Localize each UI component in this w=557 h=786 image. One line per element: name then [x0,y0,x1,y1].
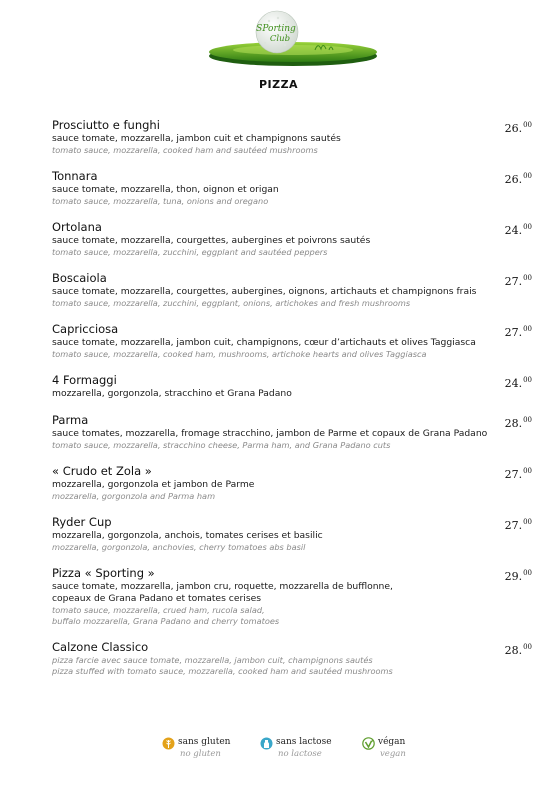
price-main: 27. [504,468,523,481]
menu-item [52,118,532,156]
pizza-name: « Crudo et Zola » [52,464,152,478]
description-en: buffalo mozzarella, Grana Padano and cherry tomatoes [52,616,280,626]
legend-label-en: vegan [380,749,406,759]
legend-label-fr: sans lactose [276,737,332,747]
description-en: tomato sauce, mozzarella, zucchini, eggplant, onions, artichokes and fresh mushrooms [52,298,411,308]
description-fr: sauce tomate, mozzarella, courgettes, aubergines, oignons, artichauts et champignons frais [52,286,477,297]
description-fr: sauce tomate, mozzarella, jambon cru, roquette, mozzarella de bufflonne, [52,581,393,592]
price [505,271,532,289]
price-cents: 00 [523,416,532,424]
price-main: 27. [504,275,523,288]
price-main: 24. [504,377,523,390]
pizza-name: Capricciosa [52,322,119,336]
description-fr: sauce tomate, mozzarella, jambon cuit, champignons, cœur d’artichauts et olives Taggiasca [52,337,476,348]
description-en: tomato sauce, mozzarella, tuna, onions and oregano [52,196,269,206]
logo-text-line1: SPorting [256,24,296,34]
price-main: 27. [504,519,523,532]
description-fr: sauce tomate, mozzarella, thon, oignon et origan [52,184,279,195]
price-main: 26. [504,173,523,186]
price-main: 24. [504,224,523,237]
price-cents: 00 [523,467,532,475]
pizza-name: Pizza « Sporting » [52,566,155,580]
legend-text [378,736,406,760]
menu-item [52,515,532,553]
legend-text [276,736,332,760]
price [505,413,532,431]
page-title: PIZZA [258,78,299,91]
logo-text-line2: Club [269,34,291,44]
pizza-name: Tonnara [52,169,98,183]
legend-label-en: no gluten [180,749,221,759]
description-en: tomato sauce, mozzarella, cooked ham, mushrooms, artichoke hearts and olives Taggiasca [52,349,427,359]
pizza-name: Calzone Classico [52,640,149,654]
menu-item [52,464,532,502]
price-cents: 00 [523,518,532,526]
dietary-legend [162,736,422,768]
description-fr: mozzarella, gorgonzola et jambon de Parme [52,479,255,490]
description-fr: sauce tomate, mozzarella, jambon cuit et champignons sautés [52,133,341,144]
pizza-name: Ryder Cup [52,515,112,529]
description-en: pizza farcie avec sauce tomate, mozzarella, jambon cuit, champignons sautés [52,655,373,665]
price-cents: 00 [523,325,532,333]
description-en: mozzarella, gorgonzola, anchovies, cherry tomatoes abs basil [52,542,306,552]
pizza-name: Prosciutto e funghi [52,118,160,132]
description-en: tomato sauce, mozzarella, zucchini, eggplant and sautéed peppers [52,247,328,257]
price [505,464,532,482]
pizza-name: Boscaiola [52,271,107,285]
description-en: tomato sauce, mozzarella, crued ham, rucola salad, [52,605,265,615]
description-fr: sauce tomate, mozzarella, courgettes, aubergines et poivrons sautés [52,235,371,246]
price-cents: 00 [523,569,532,577]
legend-label-fr: sans gluten [178,737,231,747]
description-fr: mozzarella, gorgonzola, anchois, tomates cerises et basilic [52,530,323,541]
price-main: 29. [504,570,523,583]
price-main: 27. [504,326,523,339]
price [505,373,532,391]
price [505,169,532,187]
legend-text [178,736,230,760]
description-fr: mozzarella, gorgonzola, stracchino et Grana Padano [52,388,292,399]
sporting-club-logo [205,6,381,74]
menu-item [52,373,532,400]
description-en: mozzarella, gorgonzola and Parma ham [52,491,216,501]
price [505,118,532,136]
description-fr: sauce tomates, mozzarella, fromage stracchino, jambon de Parme et copaux de Grana Padano [52,428,488,439]
menu-item [52,322,532,360]
legend-label-fr: végan [378,737,406,747]
price-cents: 00 [523,274,532,282]
pizza-menu-list [52,118,532,690]
pizza-name: Ortolana [52,220,102,234]
description-fr: copeaux de Grana Padano et tomates cerises [52,593,262,604]
price [505,566,532,584]
price [505,220,532,238]
price [505,515,532,533]
pizza-name: Parma [52,413,89,427]
price-main: 28. [504,644,523,657]
price-cents: 00 [523,643,532,651]
price [505,322,532,340]
menu-item [52,640,532,677]
description-en: tomato sauce, mozzarella, stracchino cheese, Parma ham, and Grana Padano cuts [52,440,391,450]
legend-label-en: no lactose [278,749,322,759]
description-en: tomato sauce, mozzarella, cooked ham and sautéed mushrooms [52,145,318,155]
price [505,640,532,658]
menu-item [52,566,532,627]
menu-item [52,271,532,309]
menu-item [52,220,532,258]
price-cents: 00 [523,223,532,231]
price-cents: 00 [523,172,532,180]
description-en: pizza stuffed with tomato sauce, mozzarella, cooked ham and sautéed mushrooms [52,666,393,676]
price-cents: 00 [523,121,532,129]
price-cents: 00 [523,376,532,384]
menu-item [52,169,532,207]
price-main: 28. [504,417,523,430]
menu-item [52,413,532,451]
price-main: 26. [504,122,523,135]
pizza-name: 4 Formaggi [52,373,117,387]
